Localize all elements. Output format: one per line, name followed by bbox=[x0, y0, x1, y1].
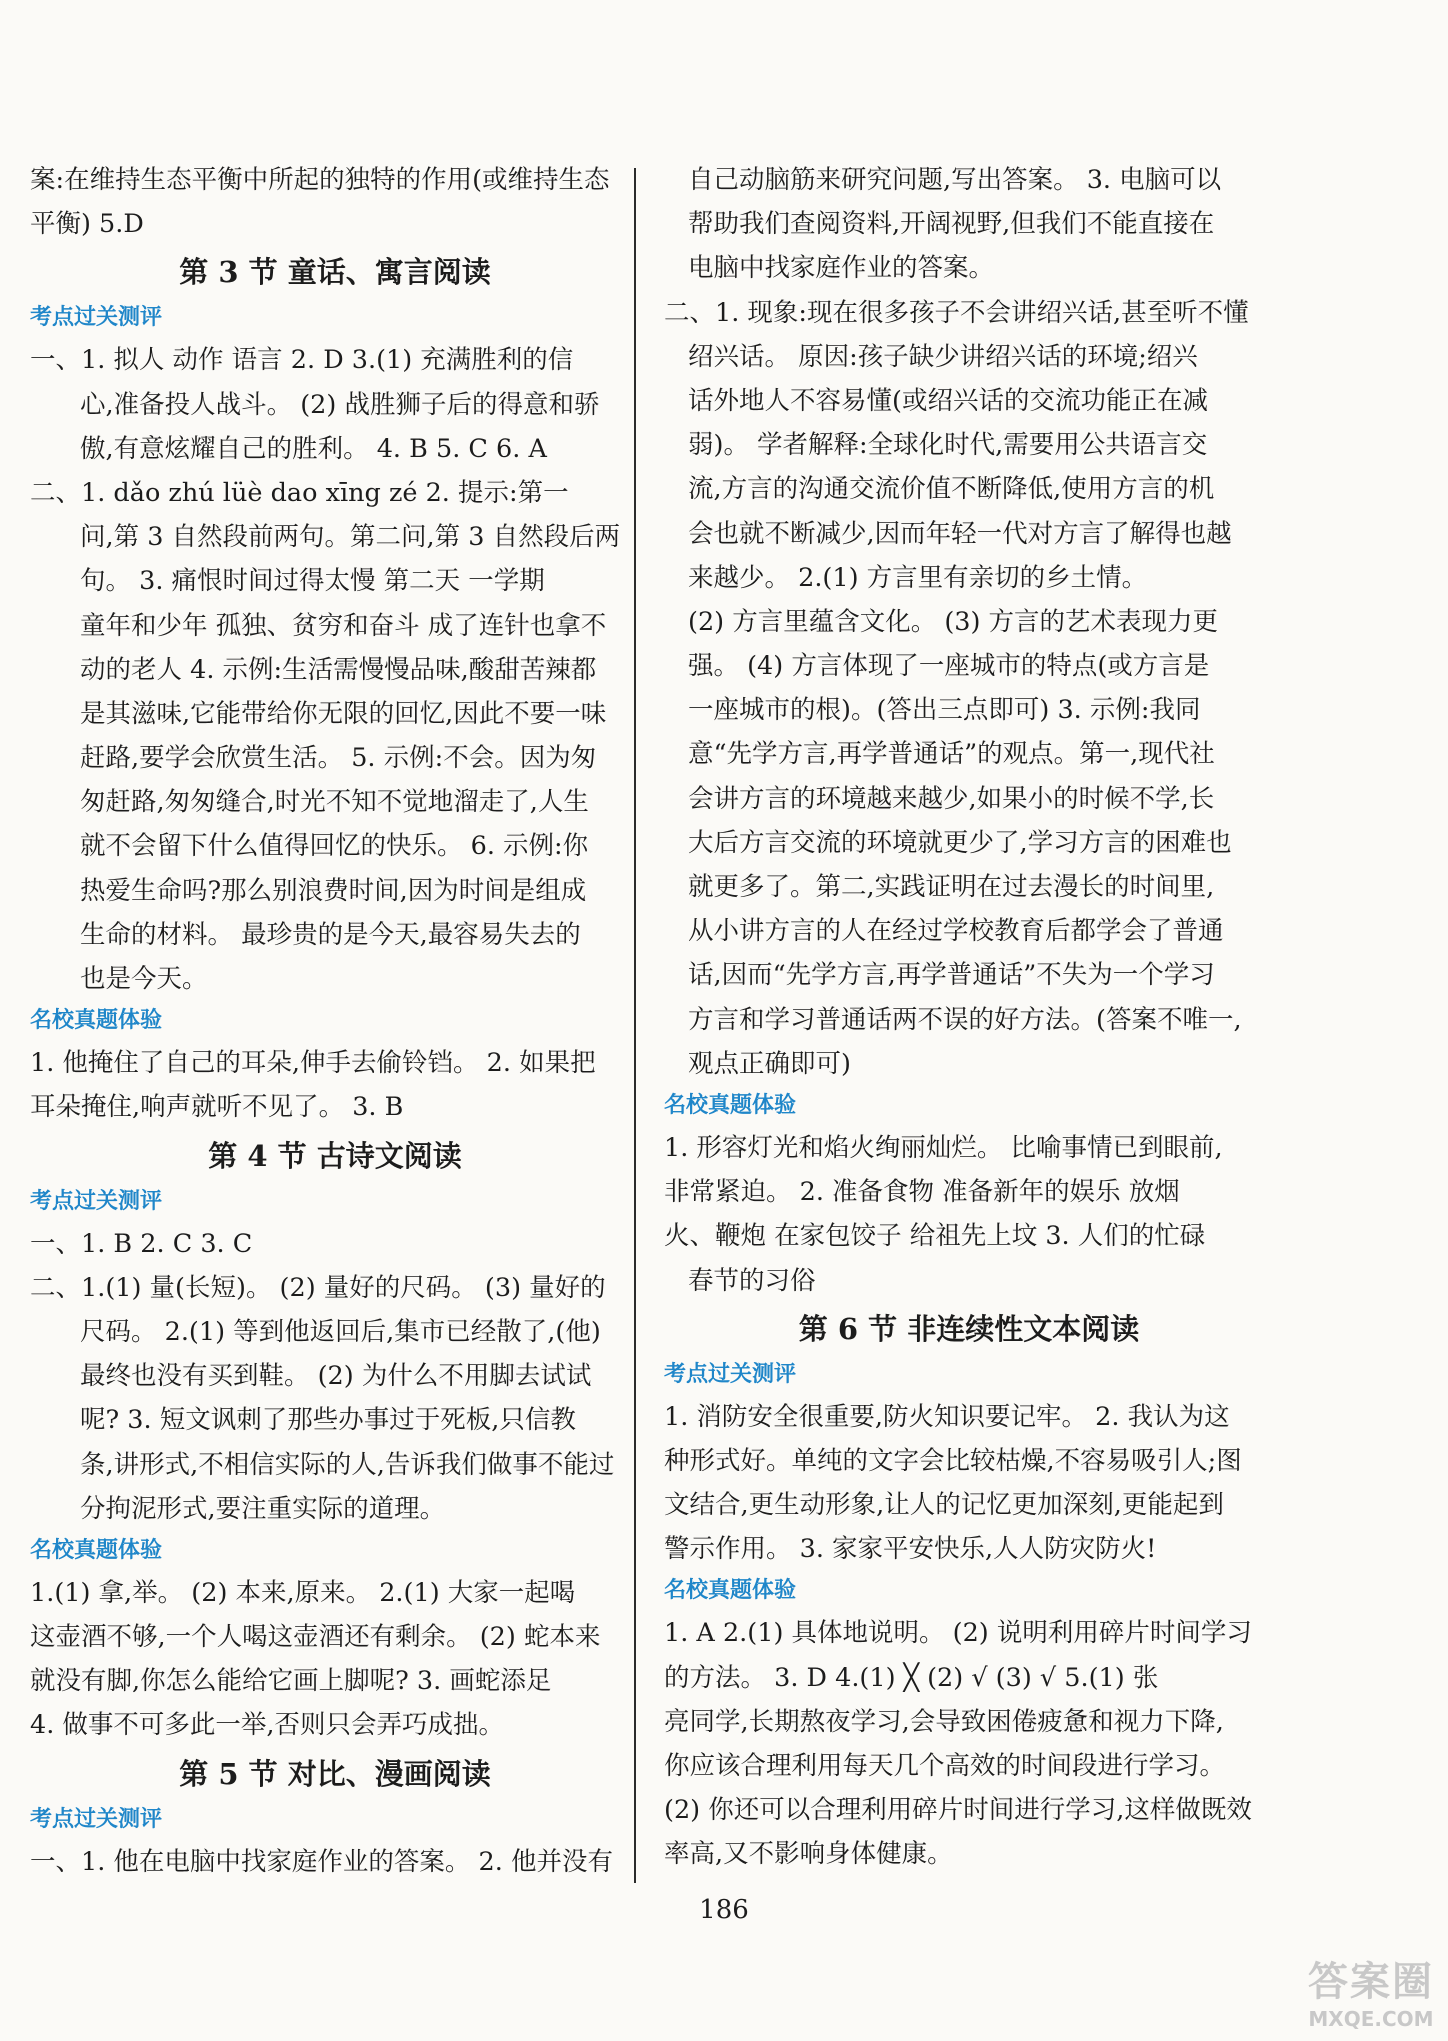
text-line: 话外地人不容易懂(或绍兴话的交流功能正在减 bbox=[688, 385, 1208, 416]
text-line: 观点正确即可) bbox=[688, 1048, 851, 1079]
text-line: 1.(1) 拿,举。 (2) 本来,原来。 2.(1) 大家一起喝 bbox=[30, 1577, 576, 1608]
text-line: 一座城市的根)。(答出三点即可) 3. 示例:我同 bbox=[688, 695, 1201, 726]
text-line: 一、1. 拟人 动作 语言 2. D 3.(1) 充满胜利的信 bbox=[30, 345, 574, 376]
section-heading: 第 3 节 童话、寓言阅读 bbox=[179, 255, 491, 290]
left-column bbox=[30, 158, 640, 1884]
text-line: 呢? 3. 短文讽刺了那些办事过于死板,只信教 bbox=[80, 1405, 576, 1436]
text-line: 绍兴话。 原因:孩子缺少讲绍兴话的环境;绍兴 bbox=[688, 341, 1198, 372]
text-line: 傲,有意炫耀自己的胜利。 4. B 5. C 6. A bbox=[80, 433, 547, 464]
text-line: 的方法。 3. D 4.(1) ╳ (2) √ (3) √ 5.(1) 张 bbox=[664, 1662, 1159, 1693]
text-line: 匆赶路,匆匆缝合,时光不知不觉地溜走了,人生 bbox=[80, 787, 589, 818]
text-line: 文结合,更生动形象,让人的记忆更加深刻,更能起到 bbox=[664, 1490, 1224, 1521]
watermark bbox=[1308, 1950, 1434, 2031]
subsection-label: 名校真题体验 bbox=[664, 1092, 797, 1118]
text-line: 1. A 2.(1) 具体地说明。 (2) 说明利用碎片时间学习 bbox=[664, 1618, 1252, 1649]
text-line: 帮助我们查阅资料,开阔视野,但我们不能直接在 bbox=[688, 209, 1215, 240]
text-line: 方言和学习普通话两不误的好方法。(答案不唯一, bbox=[688, 1004, 1242, 1035]
section-heading: 第 5 节 对比、漫画阅读 bbox=[179, 1756, 491, 1791]
text-line: 非常紧迫。 2. 准备食物 准备新年的娱乐 放烟 bbox=[664, 1177, 1180, 1208]
text-line: 会也就不断减少,因而年轻一代对方言了解得也越 bbox=[688, 518, 1232, 549]
page-number: 186 bbox=[699, 1895, 749, 1925]
text-line: 意“先学方言,再学普通话”的观点。第一,现代社 bbox=[688, 739, 1215, 770]
text-line: 句。 3. 痛恨时间过得太慢 第二天 一学期 bbox=[80, 566, 545, 597]
text-line: 耳朵掩住,响声就听不见了。 3. B bbox=[30, 1092, 404, 1123]
text-line: (2) 方言里蕴含文化。 (3) 方言的艺术表现力更 bbox=[688, 606, 1219, 637]
text-line: 警示作用。 3. 家家平安快乐,人人防灾防火! bbox=[664, 1534, 1157, 1565]
text-line: 一、1. B 2. C 3. C bbox=[30, 1228, 253, 1259]
text-line: 生命的材料。 最珍贵的是今天,最容易失去的 bbox=[80, 919, 581, 950]
text-line: 最终也没有买到鞋。 (2) 为什么不用脚去试试 bbox=[80, 1361, 592, 1392]
subsection-label: 考点过关测评 bbox=[30, 305, 163, 331]
text-line: 电脑中找家庭作业的答案。 bbox=[688, 253, 995, 284]
text-line: 平衡) 5.D bbox=[30, 209, 144, 240]
text-line: 春节的习俗 bbox=[688, 1265, 816, 1296]
text-line: 弱)。 学者解释:全球化时代,需要用公共语言交 bbox=[688, 430, 1208, 461]
text-line: 1. 消防安全很重要,防火知识要记牢。 2. 我认为这 bbox=[664, 1401, 1230, 1432]
text-line: 尺码。 2.(1) 等到他返回后,集市已经散了,(他) bbox=[80, 1316, 601, 1347]
text-line: 就不会留下什么值得回忆的快乐。 6. 示例:你 bbox=[80, 831, 589, 862]
text-line: 案:在维持生态平衡中所起的独特的作用(或维持生态 bbox=[30, 165, 610, 195]
text-line: 火、鞭炮 在家包饺子 给祖先上坟 3. 人们的忙碌 bbox=[664, 1221, 1206, 1252]
text-line: 动的老人 4. 示例:生活需慢慢品味,酸甜苦辣都 bbox=[80, 654, 597, 685]
subsection-label: 名校真题体验 bbox=[30, 1537, 163, 1563]
text-line: 条,讲形式,不相信实际的人,告诉我们做事不能过 bbox=[80, 1449, 615, 1480]
subsection-label: 考点过关测评 bbox=[664, 1361, 797, 1387]
text-line: 一、1. 他在电脑中找家庭作业的答案。 2. 他并没有 bbox=[30, 1846, 613, 1877]
text-line: 问,第 3 自然段前两句。第二问,第 3 自然段后两 bbox=[80, 522, 621, 553]
text-line: 会讲方言的环境越来越少,如果小的时候不学,长 bbox=[688, 783, 1215, 814]
text-line: 流,方言的沟通交流价值不断降低,使用方言的机 bbox=[688, 474, 1215, 505]
watermark-logo: 答案圈 bbox=[1308, 1959, 1434, 2005]
text-line: 二、1. dǎo zhú lüè dao xīng zé 2. 提示:第一 bbox=[30, 477, 569, 508]
watermark-url: MXQE.COM bbox=[1308, 2007, 1434, 2031]
text-line: 强。 (4) 方言体现了一座城市的特点(或方言是 bbox=[688, 651, 1210, 682]
subsection-label: 名校真题体验 bbox=[664, 1578, 797, 1604]
text-line: 就没有脚,你怎么能给它画上脚呢? 3. 画蛇添足 bbox=[30, 1666, 552, 1697]
text-line: 自己动脑筋来研究问题,写出答案。 3. 电脑可以 bbox=[688, 165, 1222, 195]
text-line: 这壶酒不够,一个人喝这壶酒还有剩余。 (2) 蛇本来 bbox=[30, 1622, 601, 1653]
subsection-label: 名校真题体验 bbox=[30, 1008, 163, 1034]
column-divider bbox=[634, 168, 636, 1883]
subsection-label: 考点过关测评 bbox=[30, 1806, 163, 1832]
text-line: 二、1. 现象:现在很多孩子不会讲绍兴话,甚至听不懂 bbox=[664, 297, 1249, 328]
text-line: 你应该合理利用每天几个高效的时间段进行学习。 bbox=[664, 1751, 1226, 1781]
section-heading: 第 6 节 非连续性文本阅读 bbox=[798, 1311, 1140, 1346]
text-line: 1. 他掩住了自己的耳朵,伸手去偷铃铛。 2. 如果把 bbox=[30, 1048, 596, 1079]
text-line: (2) 你还可以合理利用碎片时间进行学习,这样做既效 bbox=[664, 1795, 1252, 1826]
text-line: 率高,又不影响身体健康。 bbox=[664, 1839, 953, 1870]
text-line: 也是今天。 bbox=[80, 964, 208, 994]
text-line: 就更多了。第二,实践证明在过去漫长的时间里, bbox=[688, 872, 1215, 902]
text-line: 童年和少年 孤独、贫穷和奋斗 成了连针也拿不 bbox=[80, 610, 607, 641]
text-line: 来越少。 2.(1) 方言里有亲切的乡土情。 bbox=[688, 562, 1148, 593]
text-line: 热爱生命吗?那么别浪费时间,因为时间是组成 bbox=[80, 875, 587, 906]
text-line: 4. 做事不可多此一举,否则只会弄巧成拙。 bbox=[30, 1710, 505, 1741]
right-column bbox=[664, 158, 1274, 1877]
text-line: 是其滋味,它能带给你无限的回忆,因此不要一味 bbox=[80, 698, 607, 729]
text-line: 大后方言交流的环境就更少了,学习方言的困难也 bbox=[688, 827, 1232, 858]
text-line: 赶路,要学会欣赏生活。 5. 示例:不会。因为匆 bbox=[80, 743, 597, 774]
text-line: 1. 形容灯光和焰火绚丽灿烂。 比喻事情已到眼前, bbox=[664, 1132, 1223, 1163]
text-line: 从小讲方言的人在经过学校教育后都学会了普通 bbox=[688, 916, 1224, 947]
section-heading: 第 4 节 古诗文阅读 bbox=[208, 1138, 462, 1173]
text-line: 亮同学,长期熬夜学习,会导致困倦疲惫和视力下降, bbox=[664, 1706, 1224, 1737]
text-line: 分拘泥形式,要注重实际的道理。 bbox=[80, 1493, 446, 1524]
subsection-label: 考点过关测评 bbox=[30, 1188, 163, 1214]
text-line: 二、1.(1) 量(长短)。 (2) 量好的尺码。 (3) 量好的 bbox=[30, 1272, 606, 1303]
text-line: 心,准备投人战斗。 (2) 战胜狮子后的得意和骄 bbox=[80, 389, 600, 420]
text-line: 话,因而“先学方言,再学普通话”不失为一个学习 bbox=[688, 960, 1215, 991]
text-line: 种形式好。单纯的文字会比较枯燥,不容易吸引人;图 bbox=[664, 1445, 1242, 1476]
